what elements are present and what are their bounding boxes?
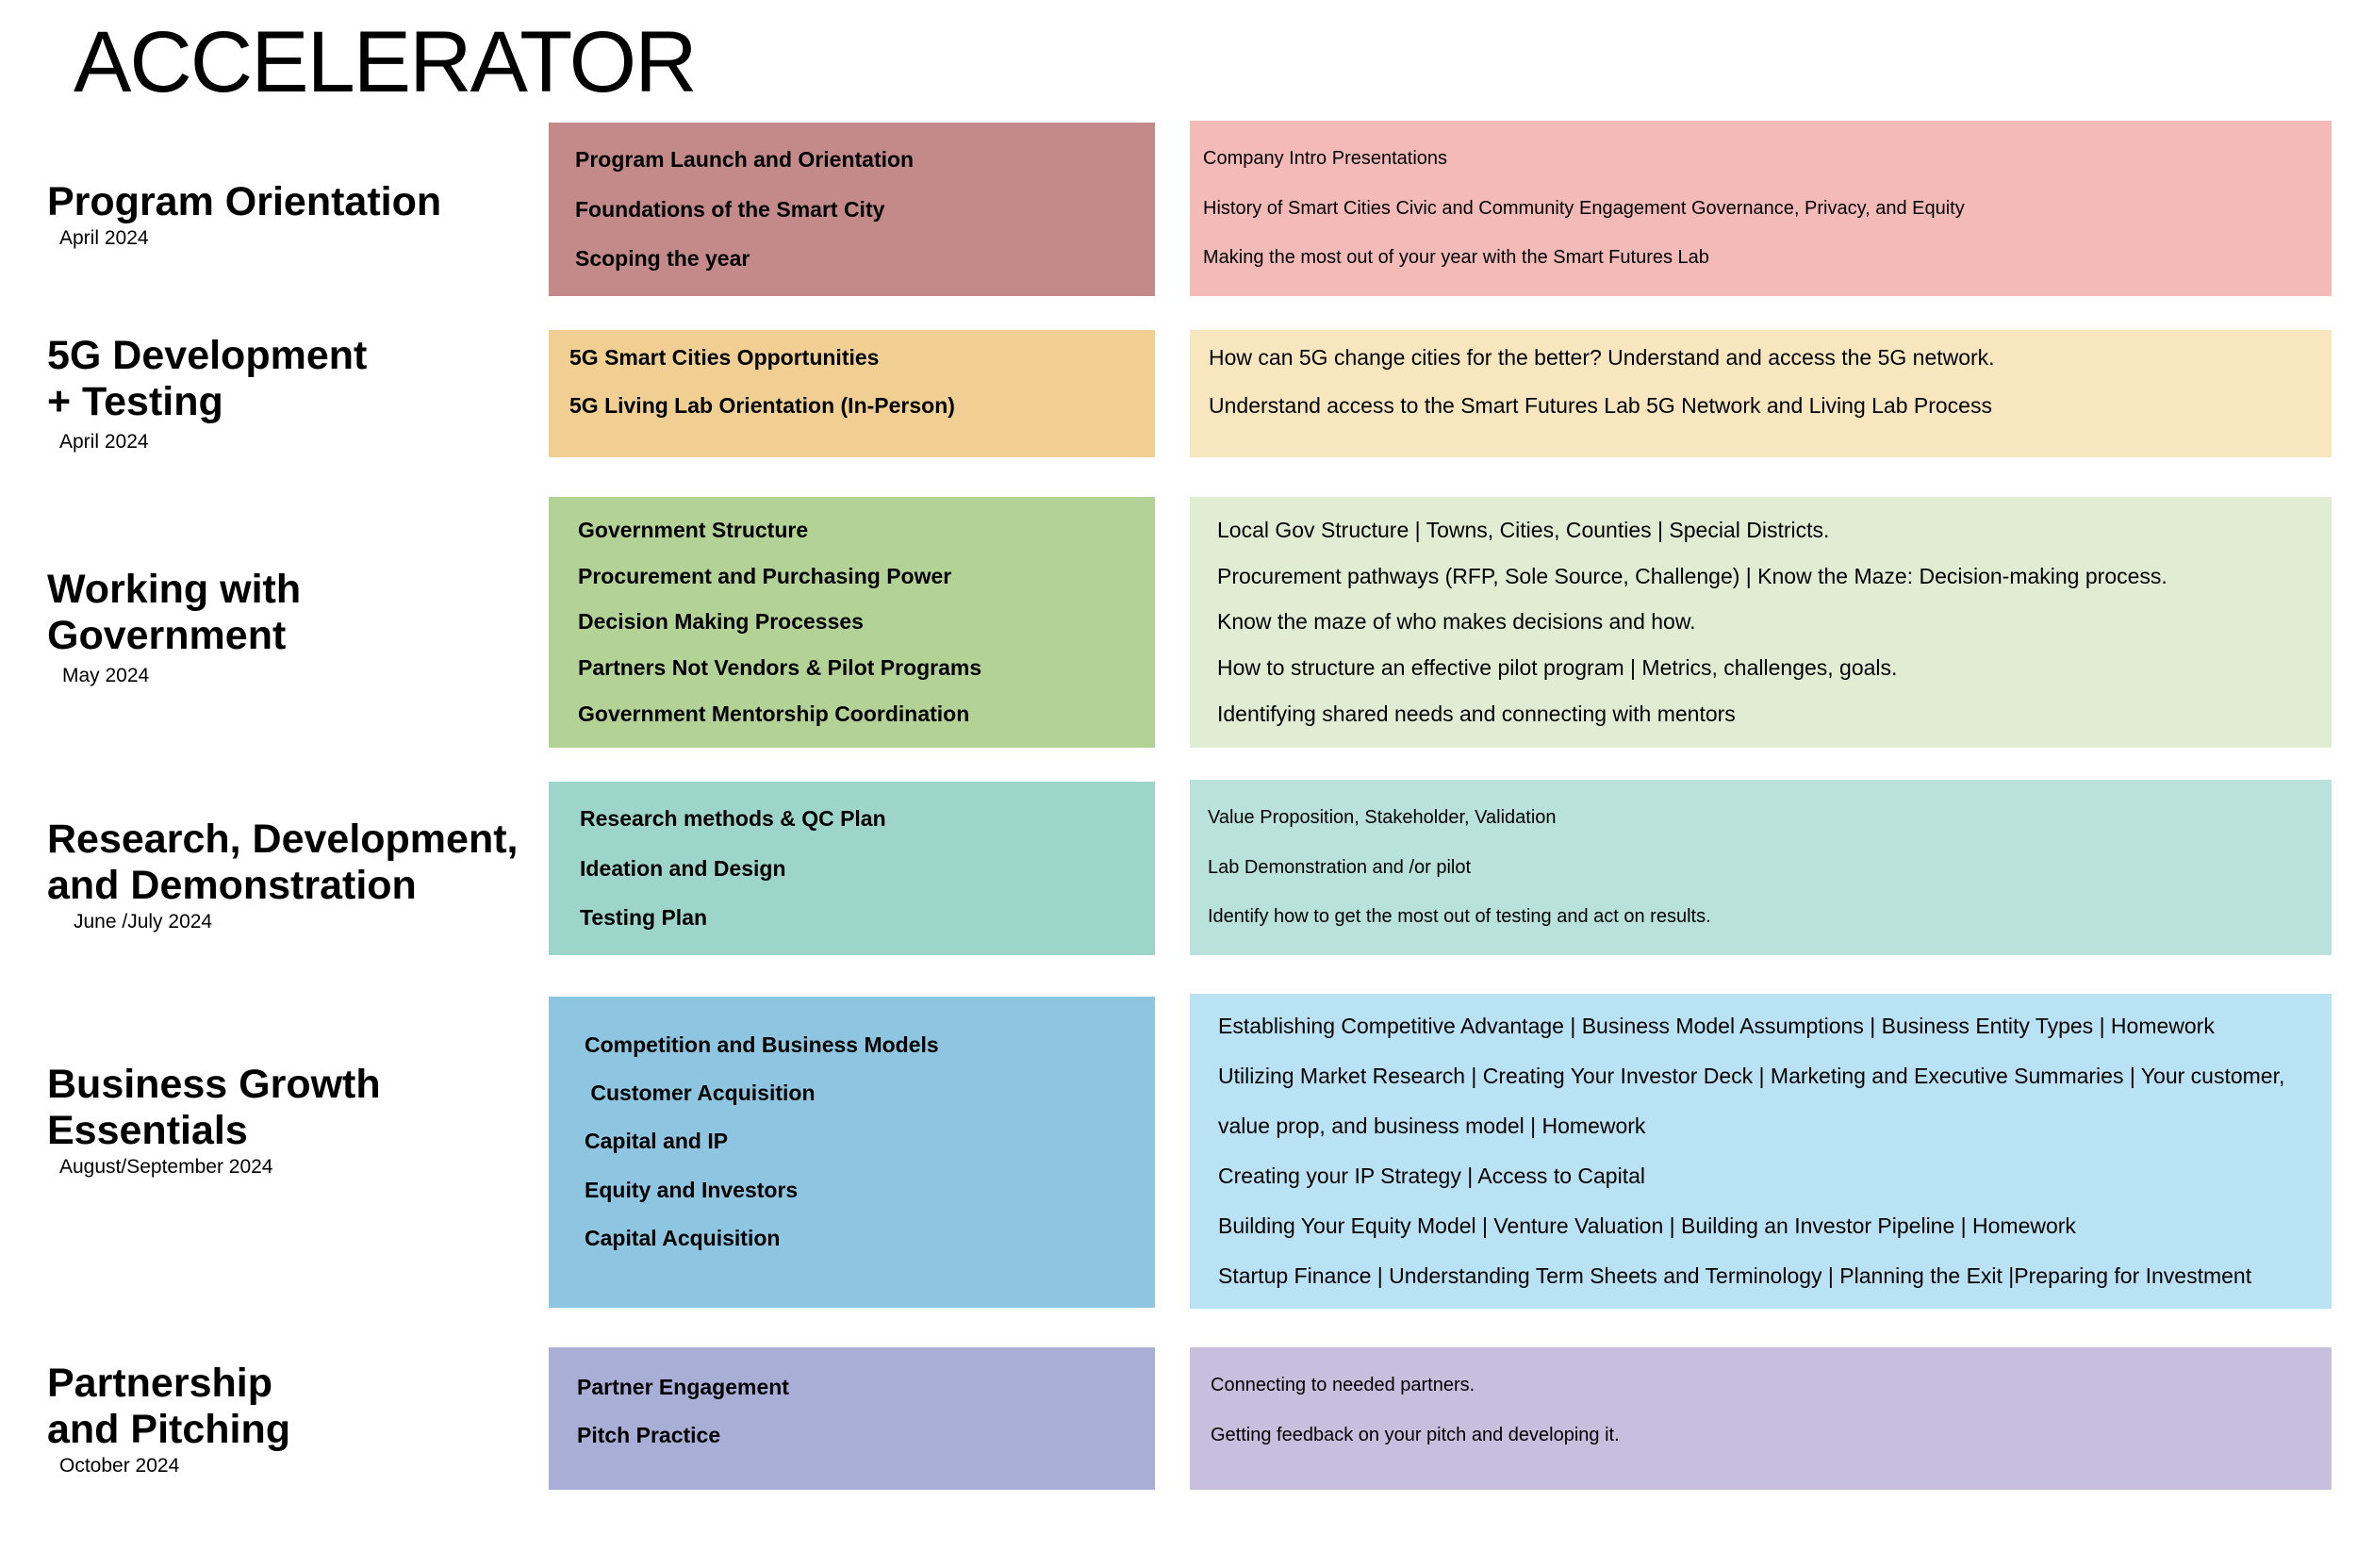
descriptions-box bbox=[1190, 497, 2332, 748]
section-title: Research, Development, and Demonstration bbox=[47, 817, 519, 908]
topic-item: Capital and IP bbox=[585, 1129, 729, 1154]
descriptions-box bbox=[1190, 994, 2332, 1309]
section-label bbox=[47, 333, 367, 454]
description-item: Establishing Competitive Advantage | Business Model Assumptions | Business Entity Types | Homework bbox=[1218, 1014, 2215, 1038]
section-label bbox=[47, 817, 518, 933]
descriptions-box bbox=[1190, 330, 2332, 457]
description-item: Creating your IP Strategy | Access to Capital bbox=[1218, 1164, 1645, 1188]
topics-box bbox=[549, 782, 1155, 955]
topic-item: Pitch Practice bbox=[577, 1423, 721, 1447]
section-title: Program Orientation bbox=[47, 179, 442, 224]
topic-item: Government Structure bbox=[578, 517, 809, 542]
topic-item: Capital Acquisition bbox=[585, 1225, 781, 1250]
description-item: Know the maze of who makes decisions and how. bbox=[1217, 609, 1696, 635]
topic-item: Competition and Business Models bbox=[585, 1032, 939, 1058]
section-label bbox=[47, 179, 441, 250]
page-title: ACCELERATOR bbox=[74, 14, 696, 110]
topics-box bbox=[549, 123, 1155, 296]
description-item: Utilizing Market Research | Creating Your Investor Deck | Marketing and Executive Summaries | Your customer, value prop, and business model | Homework bbox=[1218, 1064, 2285, 1138]
topic-item: Ideation and Design bbox=[580, 855, 786, 881]
topic-item: Partners Not Vendors & Pilot Programs bbox=[578, 655, 982, 681]
section-date: April 2024 bbox=[59, 227, 149, 249]
topics-box bbox=[549, 1347, 1155, 1490]
description-item: How can 5G change cities for the better? Understand and access the 5G network. bbox=[1209, 345, 1995, 370]
section-date: August/September 2024 bbox=[59, 1156, 273, 1178]
description-item: Making the most out of your year with the Smart Futures Lab bbox=[1203, 246, 1709, 268]
topic-item: Equity and Investors bbox=[585, 1177, 799, 1202]
topic-item: Foundations of the Smart City bbox=[575, 196, 885, 222]
description-item: Identifying shared needs and connecting with mentors bbox=[1217, 701, 1736, 727]
description-item: Building Your Equity Model | Venture Valuation | Building an Investor Pipeline | Homework bbox=[1218, 1213, 2076, 1238]
topic-item: Program Launch and Orientation bbox=[575, 146, 915, 172]
description-item: Procurement pathways (RFP, Sole Source, Challenge) | Know the Maze: Decision-making process. bbox=[1217, 563, 2167, 588]
section-label bbox=[47, 1062, 381, 1179]
section-title: Partnership and Pitching bbox=[47, 1361, 290, 1452]
topic-item: Customer Acquisition bbox=[585, 1081, 816, 1106]
topic-item: Procurement and Purchasing Power bbox=[578, 563, 952, 588]
topic-item: Scoping the year bbox=[575, 246, 750, 272]
section-date: April 2024 bbox=[59, 431, 149, 453]
description-item: Value Proposition, Stakeholder, Validation bbox=[1208, 807, 1557, 829]
description-item: How to structure an effective pilot program | Metrics, challenges, goals. bbox=[1217, 655, 1898, 681]
description-item: Lab Demonstration and /or pilot bbox=[1208, 856, 1472, 878]
description-item: Connecting to needed partners. bbox=[1211, 1375, 1475, 1395]
descriptions-box bbox=[1190, 780, 2332, 955]
topic-item: Testing Plan bbox=[580, 905, 708, 931]
description-item: Getting feedback on your pitch and developing it. bbox=[1211, 1425, 1620, 1445]
descriptions-box bbox=[1190, 121, 2332, 296]
description-item: Company Intro Presentations bbox=[1203, 148, 1448, 170]
section-title: Business Growth Essentials bbox=[47, 1062, 381, 1153]
section-date: May 2024 bbox=[62, 665, 150, 686]
topic-item: Partner Engagement bbox=[577, 1375, 789, 1399]
section-date: June /July 2024 bbox=[74, 911, 213, 933]
section-title: 5G Development + Testing bbox=[47, 333, 368, 424]
description-item: Understand access to the Smart Futures Lab 5G Network and Living Lab Process bbox=[1209, 393, 1992, 418]
section-label bbox=[47, 1361, 290, 1477]
topics-box bbox=[549, 497, 1155, 748]
description-item: Local Gov Structure | Towns, Cities, Counties | Special Districts. bbox=[1217, 517, 1830, 542]
section-title: Working with Government bbox=[47, 567, 302, 658]
descriptions-box bbox=[1190, 1347, 2332, 1490]
topics-box bbox=[549, 997, 1155, 1308]
topics-box bbox=[549, 330, 1155, 457]
topic-item: 5G Living Lab Orientation (In-Person) bbox=[569, 393, 955, 418]
description-item: Identify how to get the most out of testing and act on results. bbox=[1208, 905, 1711, 927]
topic-item: 5G Smart Cities Opportunities bbox=[569, 345, 880, 370]
topic-item: Government Mentorship Coordination bbox=[578, 701, 970, 727]
description-item: Startup Finance | Understanding Term Sheets and Terminology | Planning the Exit |Preparing for Investment bbox=[1218, 1263, 2252, 1288]
topic-item: Decision Making Processes bbox=[578, 609, 864, 635]
section-label bbox=[47, 567, 301, 687]
description-item: History of Smart Cities Civic and Community Engagement Governance, Privacy, and Equity bbox=[1203, 197, 1965, 219]
topic-item: Research methods & QC Plan bbox=[580, 805, 886, 831]
section-date: October 2024 bbox=[59, 1455, 180, 1477]
